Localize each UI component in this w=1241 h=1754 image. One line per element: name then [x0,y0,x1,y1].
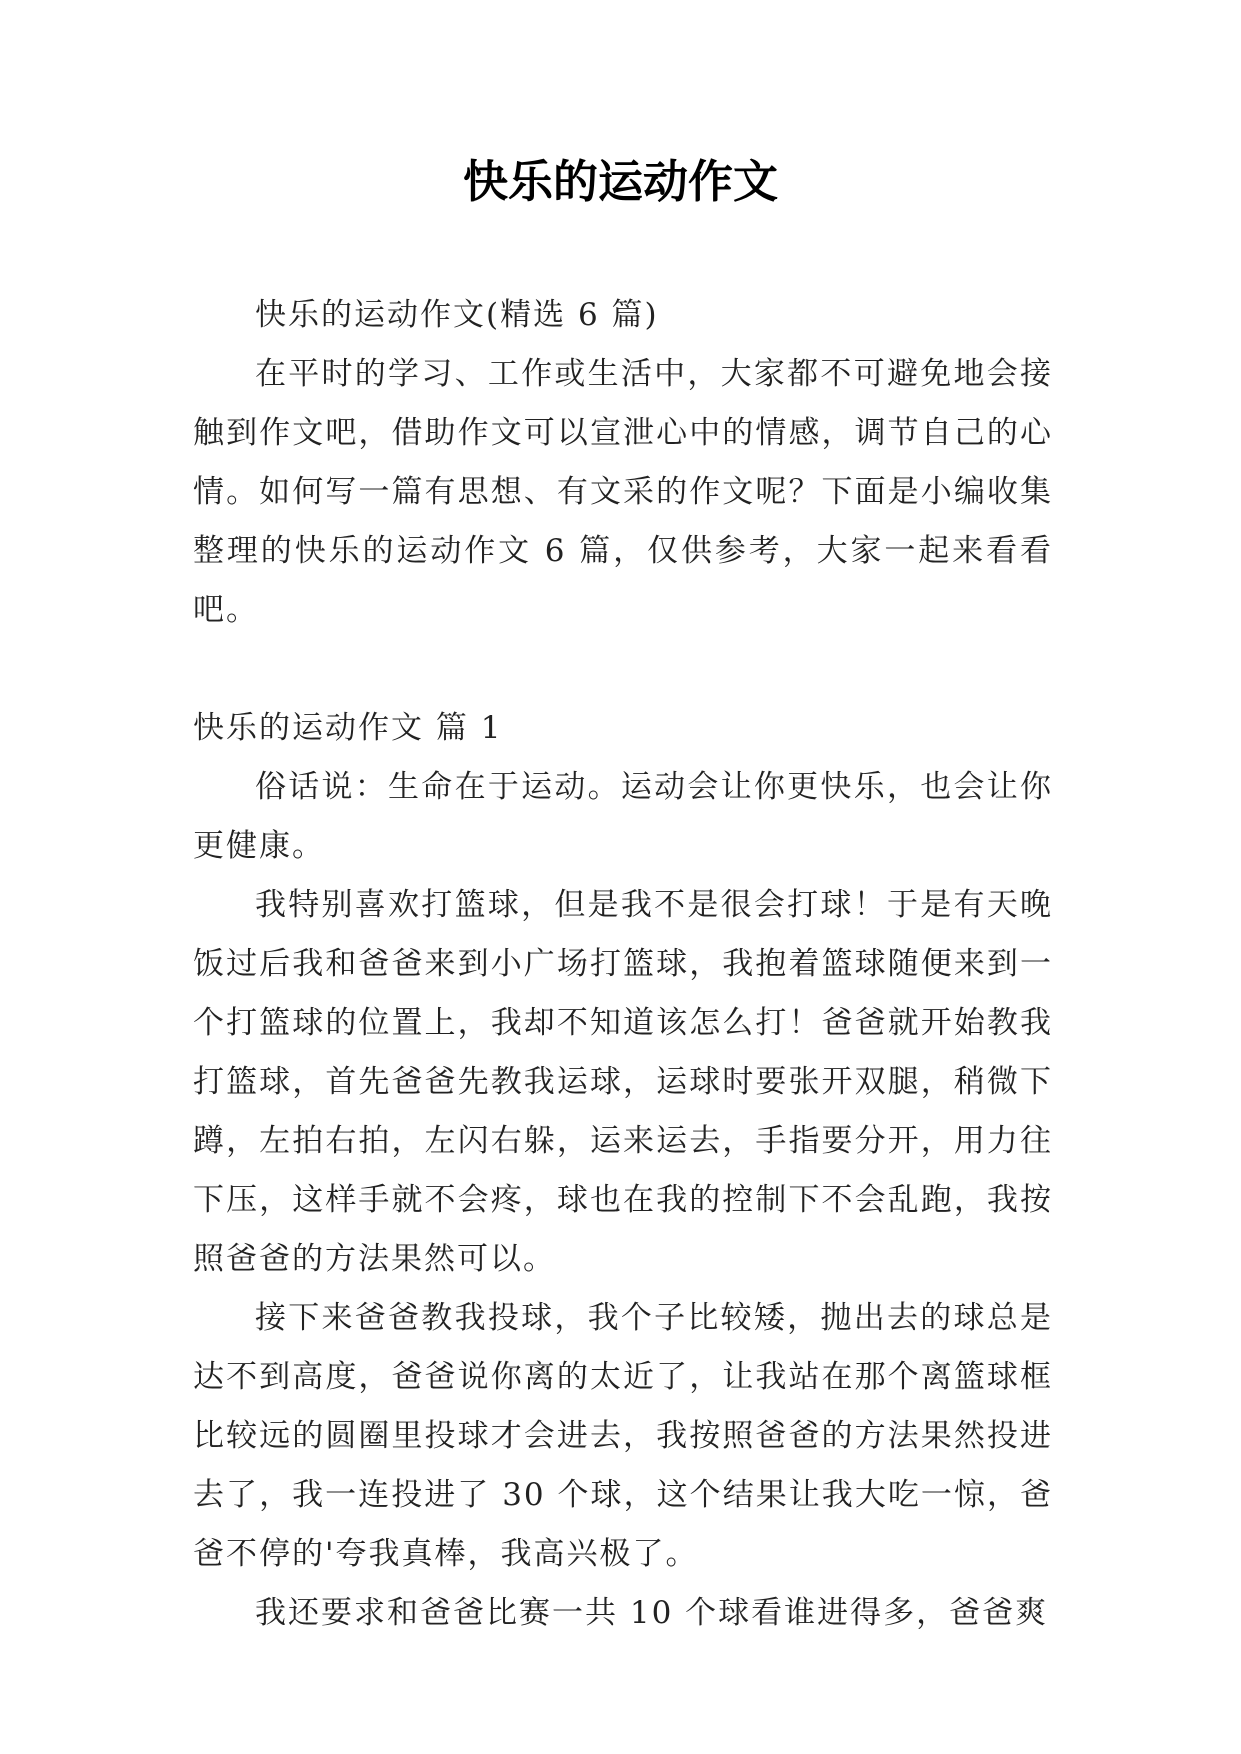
intro-paragraph: 在平时的学习、工作或生活中，大家都不可避免地会接触到作文吧，借助作文可以宣泄心中的情感，调节自己的心情。如何写一篇有思想、有文采的作文呢？下面是小编收集整理的快乐的运动作文 6 篇，仅供参考，大家一起来看看吧。 [193,356,1053,628]
body-paragraph: 我还要求和爸爸比赛一共 10 个球看谁进得多，爸爸爽 [255,1595,1049,1631]
document-body [193,286,1053,1643]
document-subtitle: 快乐的运动作文(精选 6 篇) [255,297,659,333]
body-paragraph: 俗话说：生命在于运动。运动会让你更快乐，也会让你更健康。 [193,769,1053,864]
body-paragraph: 接下来爸爸教我投球，我个子比较矮，抛出去的球总是达不到高度，爸爸说你离的太近了，让我站在那个离篮球框比较远的圆圈里投球才会进去，我按照爸爸的方法果然投进去了，我一连投进了 30 个球，这个结果让我大吃一惊，爸爸不停的'夸我真棒，我高兴极了。 [193,1300,1053,1572]
document-title: 快乐的运动作文 [462,155,778,208]
body-paragraph: 我特别喜欢打篮球，但是我不是很会打球！于是有天晚饭过后我和爸爸来到小广场打篮球，我抱着篮球随便来到一个打篮球的位置上，我却不知道该怎么打！爸爸就开始教我打篮球，首先爸爸先教我运球，运球时要张开双腿，稍微下蹲，左拍右拍，左闪右躲，运来运去，手指要分开，用力往下压，这样手就不会疼，球也在我的控制下不会乱跑，我按照爸爸的方法果然可以。 [193,887,1053,1277]
section-heading: 快乐的运动作文 篇 1 [193,710,503,746]
